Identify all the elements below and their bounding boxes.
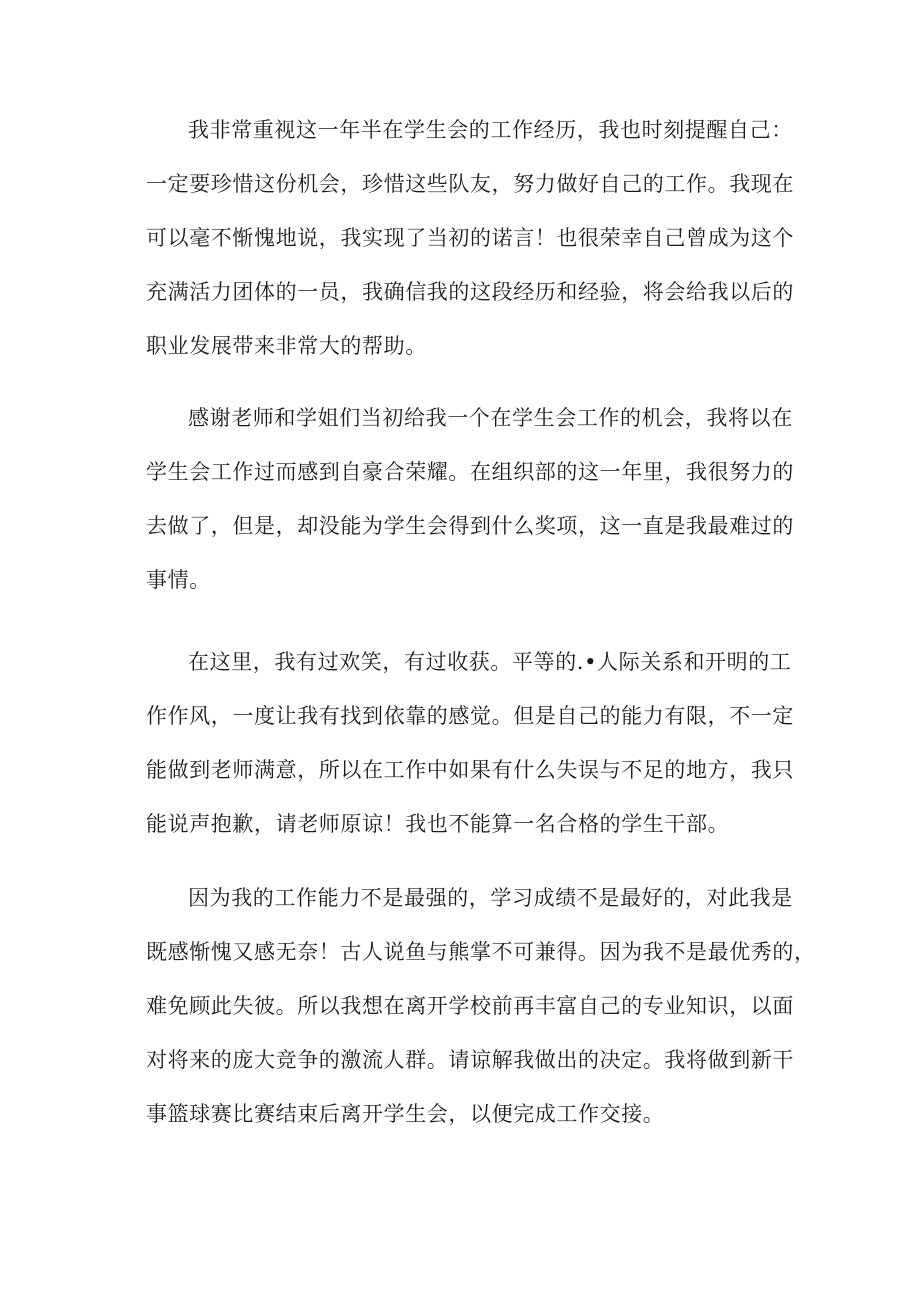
paragraph-line: 学生会工作过而感到自豪合荣耀。在组织部的这一年里，我很努力的 xyxy=(146,460,794,484)
paragraph-line: 因为我的工作能力不是最强的，学习成绩不是最好的，对此我是 xyxy=(188,886,793,910)
paragraph-line: 职业发展带来非常大的帮助。 xyxy=(146,334,427,358)
paragraph-line: 对将来的庞大竞争的激流人群。请谅解我做出的决定。我将做到新干 xyxy=(146,1048,794,1072)
paragraph-line: 作作风，一度让我有找到依靠的感觉。但是自己的能力有限，不一定 xyxy=(146,704,794,728)
paragraph-line: 感谢老师和学姐们当初给我一个在学生会工作的机会，我将以在 xyxy=(188,406,793,430)
paragraph-1 xyxy=(146,103,806,373)
paragraph-line: 我非常重视这一年半在学生会的工作经历，我也时刻提醒自己： xyxy=(188,118,793,142)
paragraph-line: 既感惭愧又感无奈！古人说鱼与熊掌不可兼得。因为我不是最优秀的， xyxy=(146,940,816,964)
paragraph-line: 一定要珍惜这份机会，珍惜这些队友，努力做好自己的工作。我现在 xyxy=(146,172,794,196)
paragraph-line: 事情。 xyxy=(146,568,211,592)
paragraph-2 xyxy=(146,391,806,607)
paragraph-line: 在这里，我有过欢笑，有过收获。平等的.•人际关系和开明的工 xyxy=(188,650,792,674)
paragraph-line: 去做了，但是，却没能为学生会得到什么奖项，这一直是我最难过的 xyxy=(146,514,794,538)
paragraph-line: 事篮球赛比赛结束后离开学生会，以便完成工作交接。 xyxy=(146,1102,665,1126)
paragraph-line: 能说声抱歉，请老师原谅！我也不能算一名合格的学生干部。 xyxy=(146,812,730,836)
paragraph-3 xyxy=(146,635,806,851)
paragraph-line: 可以毫不惭愧地说，我实现了当初的诺言！也很荣幸自己曾成为这个 xyxy=(146,226,794,250)
paragraph-line: 难免顾此失彼。所以我想在离开学校前再丰富自己的专业知识，以面 xyxy=(146,994,794,1018)
paragraph-4 xyxy=(146,871,816,1141)
paragraph-line: 充满活力团体的一员，我确信我的这段经历和经验，将会给我以后的 xyxy=(146,280,794,304)
paragraph-line: 能做到老师满意，所以在工作中如果有什么失误与不足的地方，我只 xyxy=(146,758,794,782)
